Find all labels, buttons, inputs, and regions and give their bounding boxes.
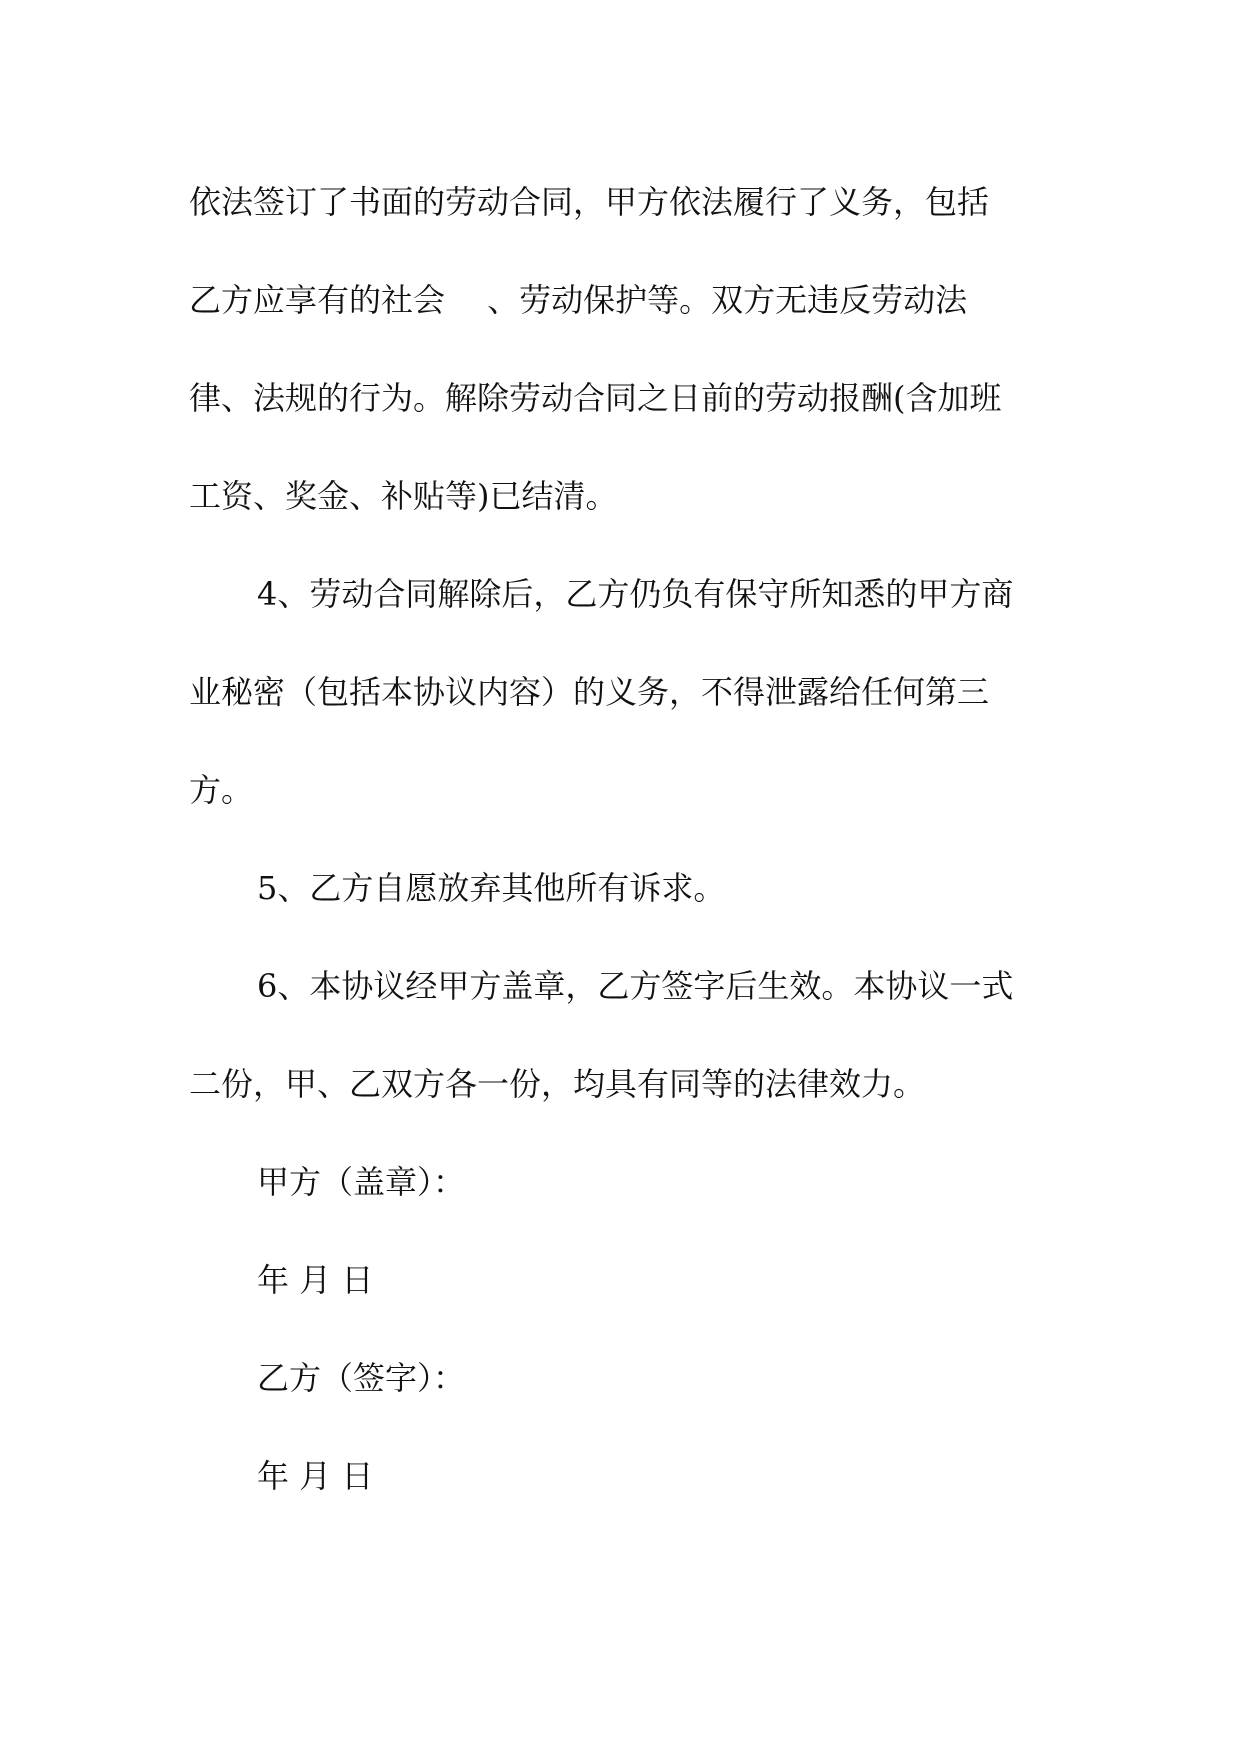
paragraph-line: 乙方应享有的社会 、劳动保护等。双方无违反劳动法 xyxy=(189,281,968,319)
party-a-date: 年 月 日 xyxy=(257,1261,374,1299)
clause-4-line: 4、劳动合同解除后，乙方仍负有保守所知悉的甲方商 xyxy=(257,575,1014,613)
paragraph-line: 依法签订了书面的劳动合同，甲方依法履行了义务，包括 xyxy=(189,183,990,221)
clause-4-line: 业秘密（包括本协议内容）的义务，不得泄露给任何第三 xyxy=(189,673,990,711)
clause-5-line: 5、乙方自愿放弃其他所有诉求。 xyxy=(257,869,726,907)
clause-6-line: 6、本协议经甲方盖章，乙方签字后生效。本协议一式 xyxy=(257,967,1014,1005)
party-b-date: 年 月 日 xyxy=(257,1457,374,1495)
clause-6-line: 二份，甲、乙双方各一份，均具有同等的法律效力。 xyxy=(189,1065,926,1103)
paragraph-line: 工资、奖金、补贴等)已结清。 xyxy=(189,477,618,515)
clause-4-line: 方。 xyxy=(189,771,254,809)
party-b-signature-label: 乙方（签字）： xyxy=(257,1359,466,1397)
party-a-signature-label: 甲方（盖章）： xyxy=(257,1163,466,1201)
paragraph-line: 律、法规的行为。解除劳动合同之日前的劳动报酬(含加班 xyxy=(189,379,1002,417)
